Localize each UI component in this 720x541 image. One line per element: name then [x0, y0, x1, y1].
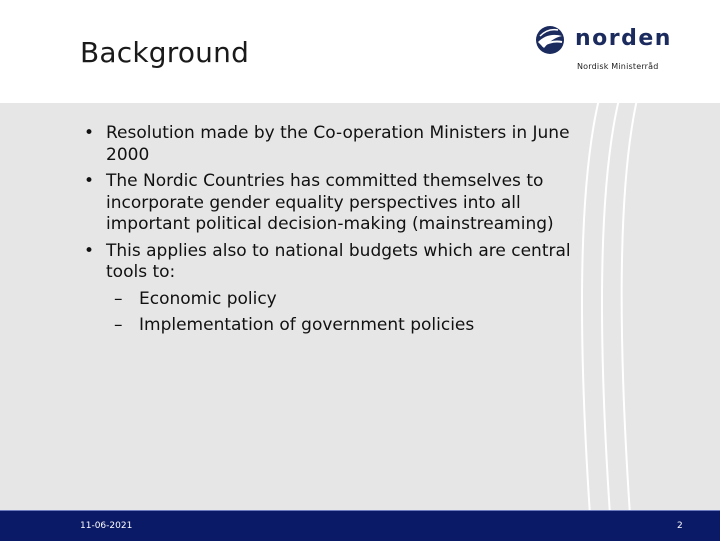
sub-bullet-item [78, 315, 598, 337]
bullet-symbol: • [84, 171, 95, 191]
footer-date: 11-06-2021 [80, 521, 133, 531]
page-number: 2 [677, 521, 683, 531]
sub-bullet-item [78, 289, 598, 311]
bullet-item [78, 171, 598, 236]
bullet-symbol: • [84, 123, 95, 143]
slide-header [0, 0, 720, 103]
sub-bullet-text: Economic policy [139, 288, 277, 309]
sub-bullet-symbol: – [114, 315, 123, 335]
sub-bullet-symbol: – [114, 288, 123, 309]
sub-bullet-text: Implementation of government policies [139, 315, 475, 335]
bullet-symbol: • [84, 240, 95, 261]
bullet-text: The Nordic Countries has committed themselves to incorporate gender equality perspectives into all important political decision-making (mainstreaming) [106, 171, 554, 234]
bullet-text: This applies also to national budgets which are central tools to: [106, 240, 571, 282]
bullet-text: Resolution made by the Co-operation Ministers in June 2000 [106, 123, 570, 165]
slide-content [78, 123, 598, 342]
bullet-item [78, 123, 598, 166]
organization-name: Nordisk Ministerråd [577, 62, 659, 71]
slide-title: Background [80, 36, 250, 69]
logo-wordmark: norden [575, 26, 672, 51]
slide-footer [0, 510, 720, 541]
decorative-curves [580, 95, 720, 515]
bullet-item [78, 241, 598, 284]
